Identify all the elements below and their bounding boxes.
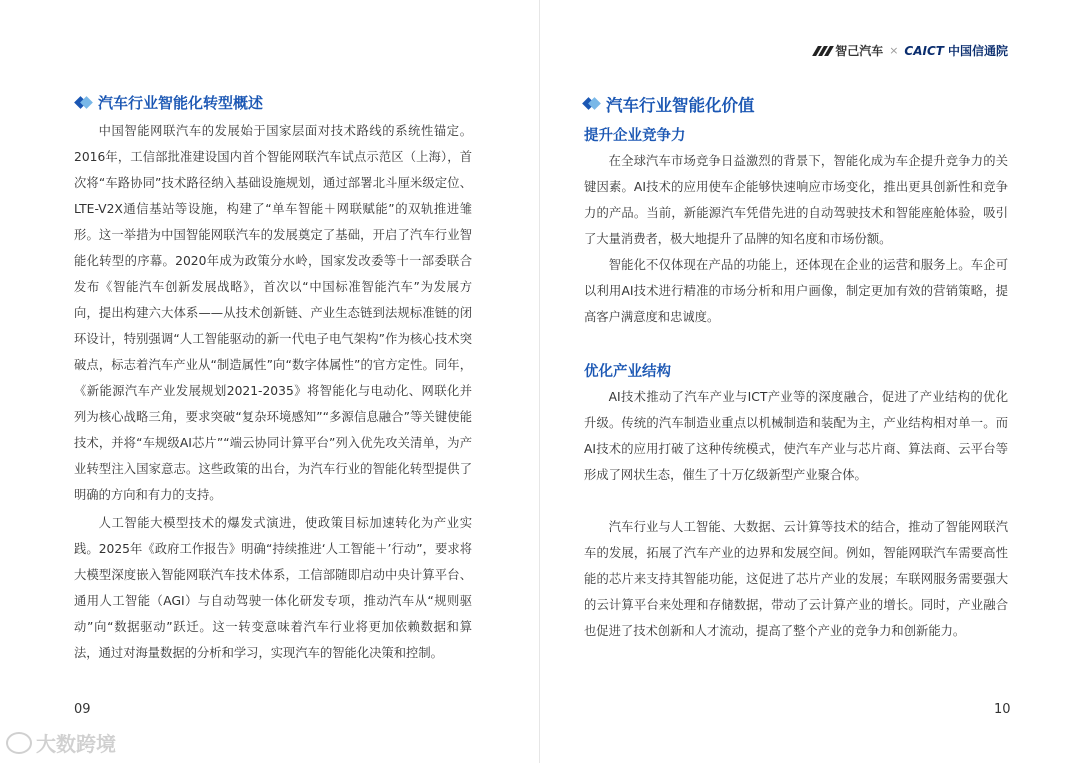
left-paragraph-2: 人工智能大模型技术的爆发式演进，使政策目标加速转化为产业实践。2025年《政府工作报告》明确“持续推进‘人工智能＋’行动”，要求将大模型深度嵌入智能网联汽车技术体系，工信部随即启动中央计算平台、通用人工智能（AGI）与自动驾驶一体化研发专项，推动汽车从“规则驱动”向“数据驱动”跃迁。这一转变意味着汽车行业将更加依赖数据和算法，通过对海量数据的分析和学习，实现汽车的智能化决策和控制。 [74,516,472,660]
brand-separator: × [889,44,899,57]
right-paragraph-2: 智能化不仅体现在产品的功能上，还体现在企业的运营和服务上。车企可以利用AI技术进行精准的市场分析和用户画像，制定更加有效的营销策略，提高客户满意度和忠诚度。 [584,258,1008,324]
watermark-logo-icon [6,732,32,754]
page-number-left: 09 [74,702,91,717]
header-logo [813,42,1008,59]
left-section-title: 汽车行业智能化转型概述 [98,94,264,112]
watermark-text: 大数跨境 [36,732,116,756]
brand-right-en: CAICT [904,43,944,58]
subsection-title-1: 提升企业竞争力 [584,128,686,144]
subsection-title-2: 优化产业结构 [584,364,671,380]
right-paragraph-1: 在全球汽车市场竞争日益激烈的背景下，智能化成为车企提升竞争力的关键因素。AI技术的应用使车企能够快速响应市场变化，推出更具创新性和竞争力的产品。当前，新能源汽车凭借先进的自动驾驶技术和智能座舱体验，吸引了大量消费者，极大地提升了品牌的知名度和市场份额。 [584,154,1008,246]
right-paragraph-3: AI技术推动了汽车产业与ICT产业等的深度融合，促进了产业结构的优化升级。传统的汽车制造业重点以机械制造和装配为主，产业结构相对单一。而AI技术的应用打破了这种传统模式，使汽车产业与芯片商、算法商、云平台等形成了网状生态，催生了十万亿级新型产业聚合体。 [584,390,1008,482]
brand-left: 智己汽车 [835,44,884,58]
right-section-header [584,92,755,116]
right-page [540,0,1080,763]
watermark [6,728,116,757]
diamond-bullet-icon [584,98,596,110]
zhiji-logo-icon [813,46,831,56]
diamond-bullet-icon [76,97,88,109]
right-section-title: 汽车行业智能化价值 [606,96,755,115]
brand-right-cn: 中国信通院 [947,44,1008,58]
left-paragraph-1: 中国智能网联汽车的发展始于国家层面对技术路线的系统性锚定。2016年，工信部批准建设国内首个智能网联汽车试点示范区（上海），首次将“车路协同”技术路径纳入基础设施规划，通过部署北斗厘米级定位、LTE-V2X通信基站等设施，构建了“单车智能＋网联赋能”的双轨推进雏形。这一举措为中国智能网联汽车的发展奠定了基础，开启了汽车行业智能化转型的序幕。2020年成为政策分水岭，国家发改委等十一部委联合发布《智能汽车创新发展战略》，首次以“中国标准智能汽车”为发展方向，提出构建六大体系——从技术创新链、产业生态链到法规标准链的闭环设计，特别强调“人工智能驱动的新一代电子电气架构”作为核心技术突破点，标志着汽车产业从“制造属性”向“数字体属性”的官方定性。同年，《新能源汽车产业发展规划2021-2035》将智能化与电动化、网联化并列为核心战略三角，要求突破“复杂环境感知”“多源信息融合”等关键使能技术，并将“车规级AI芯片”“端云协同计算平台”列入优先攻关清单，为产业转型注入国家意志。这些政策的出台，为汽车行业的智能化转型提供了明确的方向和有力的支持。 [74,124,472,502]
left-section-header [76,92,263,113]
page-number-right: 10 [994,702,1011,717]
right-paragraph-4: 汽车行业与人工智能、大数据、云计算等技术的结合，推动了智能网联汽车的发展，拓展了汽车产业的边界和发展空间。例如，智能网联汽车需要高性能的芯片来支持其智能功能，这促进了芯片产业的发展；车联网服务需要强大的云计算平台来处理和存储数据，带动了云计算产业的增长。同时，产业融合也促进了技术创新和人才流动，提高了整个产业的竞争力和创新能力。 [584,520,1008,638]
